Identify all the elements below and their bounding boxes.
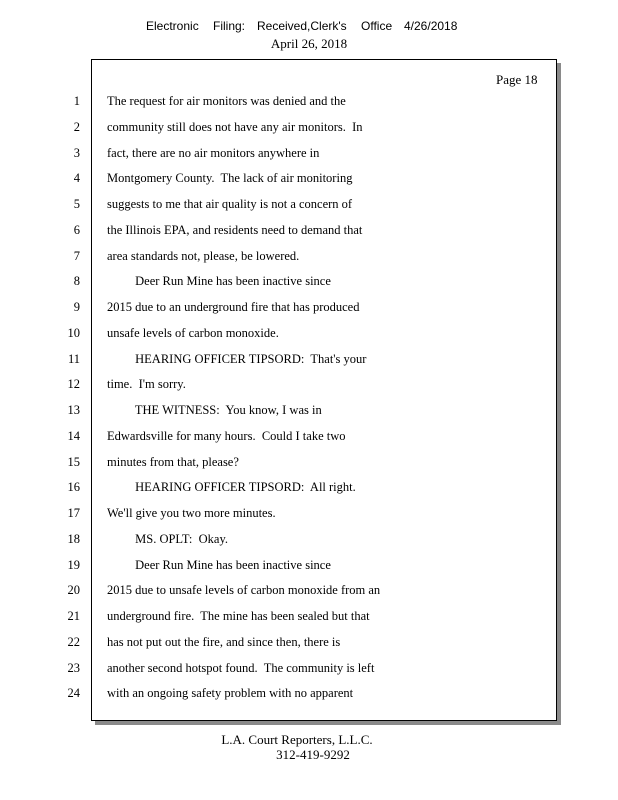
line-text: community still does not have any air monitors. In bbox=[107, 119, 363, 134]
line-text: Montgomery County. The lack of air monitoring bbox=[107, 171, 353, 186]
line-number: 6 bbox=[73, 222, 80, 237]
transcript-line bbox=[0, 400, 618, 420]
line-text: another second hotspot found. The community is left bbox=[107, 660, 375, 675]
line-text: time. I'm sorry. bbox=[107, 377, 186, 392]
line-number: 22 bbox=[67, 634, 80, 649]
transcript-line bbox=[0, 246, 618, 266]
transcript-line bbox=[0, 91, 618, 111]
line-number: 13 bbox=[67, 403, 80, 417]
line-text: We'll give you two more minutes. bbox=[107, 506, 276, 520]
line-text: suggests to me that air quality is not a concern of bbox=[107, 197, 353, 211]
line-text: 2015 due to an underground fire that has produced bbox=[107, 300, 360, 314]
transcript-line bbox=[0, 426, 618, 446]
line-text: Deer Run Mine has been inactive since bbox=[107, 274, 331, 289]
line-text: with an ongoing safety problem with no apparent bbox=[107, 686, 354, 701]
transcript-line bbox=[0, 271, 618, 291]
stamp-word: Office bbox=[361, 19, 393, 33]
transcript-line bbox=[0, 632, 618, 652]
transcript-line bbox=[0, 658, 618, 678]
line-number: 3 bbox=[73, 145, 80, 160]
line-text: the Illinois EPA, and residents need to demand that bbox=[107, 222, 363, 237]
line-number: 9 bbox=[73, 300, 80, 314]
line-text: Edwardsville for many hours. Could I take two bbox=[107, 428, 346, 443]
line-text: Deer Run Mine has been inactive since bbox=[107, 557, 331, 572]
line-number: 4 bbox=[73, 171, 80, 186]
stamp-word: Filing: bbox=[213, 19, 246, 33]
transcript-line bbox=[0, 323, 618, 343]
transcript-line bbox=[0, 503, 618, 523]
line-number: 21 bbox=[67, 609, 80, 623]
line-text: 2015 due to unsafe levels of carbon monoxide from an bbox=[107, 583, 381, 598]
line-text: fact, there are no air monitors anywhere in bbox=[107, 145, 320, 160]
transcript-line bbox=[0, 683, 618, 703]
stamp-word: Electronic bbox=[146, 19, 199, 33]
line-number: 11 bbox=[67, 351, 80, 366]
filing-date: April 26, 2018 bbox=[270, 36, 348, 51]
transcript-line bbox=[0, 555, 618, 575]
line-text: underground fire. The mine has been sealed but that bbox=[107, 609, 370, 623]
transcript-line bbox=[0, 374, 618, 394]
line-text: unsafe levels of carbon monoxide. bbox=[107, 325, 279, 340]
line-text: minutes from that, please? bbox=[107, 454, 239, 469]
line-number: 23 bbox=[67, 660, 80, 675]
line-text: MS. OPLT: Okay. bbox=[107, 531, 229, 546]
line-number: 20 bbox=[67, 583, 80, 598]
line-text: HEARING OFFICER TIPSORD: That's your bbox=[107, 351, 367, 366]
transcript-line bbox=[0, 452, 618, 472]
line-number: 15 bbox=[67, 454, 80, 469]
line-number: 2 bbox=[73, 119, 80, 134]
transcript-line bbox=[0, 220, 618, 240]
transcript-line bbox=[0, 297, 618, 317]
line-number: 10 bbox=[67, 325, 80, 340]
line-text: The request for air monitors was denied and the bbox=[107, 94, 346, 108]
transcript-line bbox=[0, 117, 618, 137]
page-number: Page 18 bbox=[496, 72, 538, 87]
line-number: 1 bbox=[73, 94, 80, 108]
line-number: 8 bbox=[73, 274, 80, 289]
line-number: 24 bbox=[67, 686, 80, 701]
line-number: 18 bbox=[67, 531, 80, 546]
transcript-line bbox=[0, 580, 618, 600]
line-number: 5 bbox=[73, 197, 80, 211]
line-number: 14 bbox=[67, 428, 80, 443]
footer-phone: 312-419-9292 bbox=[276, 747, 350, 762]
line-number: 19 bbox=[67, 557, 80, 572]
transcript-line bbox=[0, 143, 618, 163]
transcript-line bbox=[0, 349, 618, 369]
line-text: THE WITNESS: You know, I was in bbox=[107, 403, 322, 417]
line-number: 7 bbox=[73, 248, 80, 263]
stamp-word: 4/26/2018 bbox=[404, 19, 458, 33]
line-number: 17 bbox=[67, 506, 80, 520]
transcript-line bbox=[0, 606, 618, 626]
line-number: 12 bbox=[67, 377, 80, 392]
transcript-line bbox=[0, 477, 618, 497]
transcript-line bbox=[0, 529, 618, 549]
transcript-line bbox=[0, 168, 618, 188]
line-text: has not put out the fire, and since then, there is bbox=[107, 634, 341, 649]
footer-company: L.A. Court Reporters, L.L.C. bbox=[221, 732, 373, 747]
transcript-line bbox=[0, 194, 618, 214]
line-number: 16 bbox=[67, 480, 80, 495]
line-text: area standards not, please, be lowered. bbox=[107, 248, 300, 263]
line-text: HEARING OFFICER TIPSORD: All right. bbox=[107, 480, 356, 495]
stamp-word: Received,Clerk's bbox=[257, 19, 347, 33]
